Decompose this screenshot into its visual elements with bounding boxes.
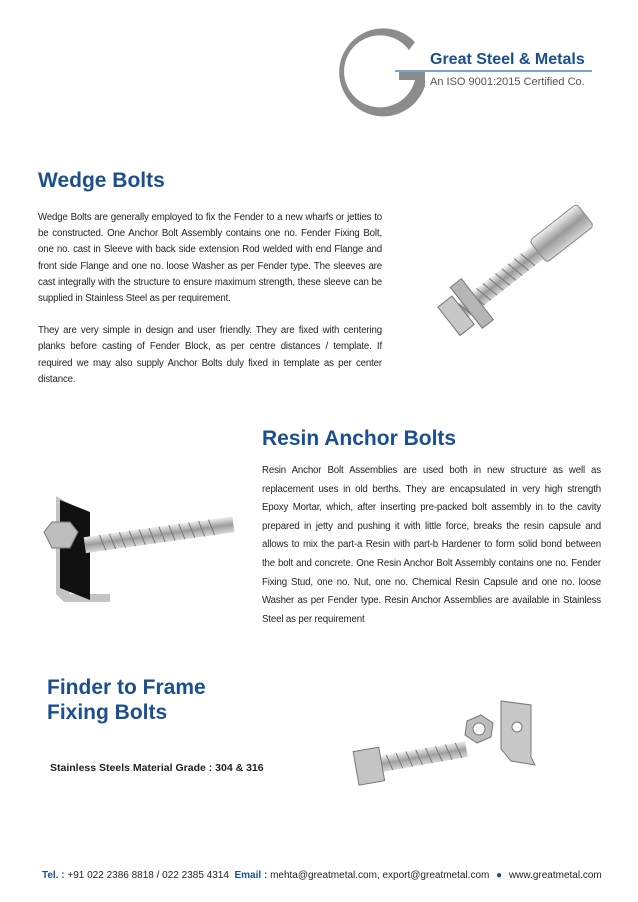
company-logo-g-icon <box>333 28 433 128</box>
finder-title-line-2: Fixing Bolts <box>47 701 168 724</box>
bullet-icon: ● <box>496 870 503 881</box>
resin-anchor-bolt-image <box>30 490 245 608</box>
finder-to-frame-title <box>47 675 206 725</box>
email-label: Email : <box>234 870 268 881</box>
resin-anchor-bolts-description <box>262 462 601 629</box>
wedge-bolt-image <box>410 186 620 356</box>
logo-divider <box>395 70 592 72</box>
company-name: Great Steel & Metals <box>430 51 585 68</box>
tel-label: Tel. : <box>42 870 65 881</box>
contact-footer <box>42 870 602 881</box>
tel-value: +91 022 2386 8818 / 022 2385 4314 <box>67 870 229 881</box>
email-value[interactable]: mehta@greatmetal.com, export@greatmetal.com <box>270 870 490 881</box>
company-tagline: An ISO 9001:2015 Certified Co. <box>430 76 585 88</box>
frame-fixing-bolt-image <box>345 695 545 795</box>
website-link[interactable]: www.greatmetal.com <box>508 870 602 881</box>
wedge-bolts-title: Wedge Bolts <box>38 169 165 192</box>
wedge-paragraph-1: Wedge Bolts are generally employed to fix the Fender to a new wharfs or jetties to be constructed. One Anchor Bolt Assembly contains one no. Fender Fixing Bolt, one no. cast in Sleeve with back side extension Rod welded with end Flange and front side Flange and one no. loose Washer as per Fender type. The sleeves are cast integrally with the structure to ensure maximum strength, these sleeve can be supplied in Stainless Steel as per requirement. <box>38 212 382 305</box>
finder-title-line-1: Finder to Frame <box>47 676 206 699</box>
wedge-paragraph-2: They are very simple in design and user friendly. They are fixed with centering planks before casting of Fender Block, as per centre distances / template. If required we may also supply Anchor Bolts duly fixed in template as per center distance. <box>38 325 382 385</box>
resin-paragraph: Resin Anchor Bolt Assemblies are used both in new structure as well as replacement uses in old berths. They are encapsulated in very high strength Epoxy Mortar, which, after inserting pre-packed bolt assembly in to the cavity prepared in jetty and pushing it with little force, breaks the resin capsule and allows to mix the part-a Resin with part-b Hardener to form solid bond between the bolt and concrete. One Resin Anchor Bolt Assembly contains one no. Fender Fixing Stud, one no. Nut, one no. Chemical Resin Capsule and one no. loose Washer as per Fender type. Resin Anchor Assemblies are available in Stainless Steel as per requirement <box>262 465 601 625</box>
wedge-bolts-description <box>38 210 382 388</box>
resin-anchor-bolts-title: Resin Anchor Bolts <box>262 427 457 450</box>
material-grade-label: Stainless Steels Material Grade : 304 & 316 <box>50 762 264 774</box>
